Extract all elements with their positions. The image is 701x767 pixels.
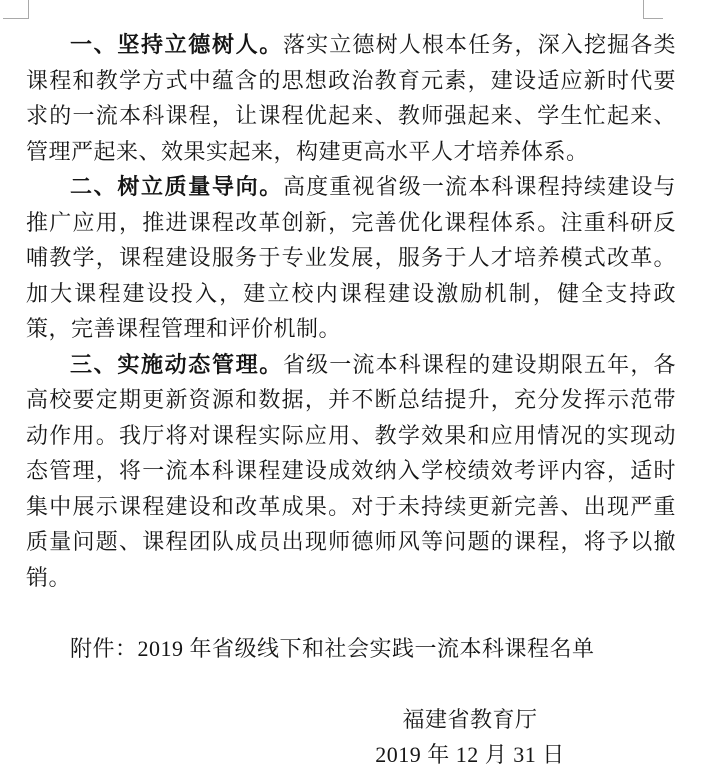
- paragraph-1-body: 落实立德树人根本任务，深入挖掘各类课程和教学方式中蕴含的思想政治教育元素，建设适应新时代要求的一流本科课程，让课程优起来、教师强起来、学生忙起来、管理严起来、效果实起来，构建更高水平人才培养体系。: [26, 32, 676, 164]
- paragraph-2-heading: 二、树立质量导向。: [70, 174, 283, 199]
- attachment-line: 附件：2019 年省级线下和社会实践一流本科课程名单: [70, 635, 595, 661]
- text-boundary-mark-left: [3, 0, 29, 19]
- paragraph-3: [26, 347, 676, 596]
- paragraph-1: [26, 27, 676, 169]
- paragraph-2: [26, 169, 676, 347]
- document-body: [26, 27, 676, 767]
- paragraph-2-body: 高度重视省级一流本科课程持续建设与推广应用，推进课程改革创新，完善优化课程体系。注重科研反哺教学，课程建设服务于专业发展，服务于人才培养模式改革。加大课程建设投入，建立校内课程建设激励机制，健全支持政策，完善课程管理和评价机制。: [26, 174, 676, 341]
- paragraph-3-body: 省级一流本科课程的建设期限五年，各高校要定期更新资源和数据，并不断总结提升，充分发挥示范带动作用。我厅将对课程实际应用、教学效果和应用情况的实现动态管理，将一流本科课程建设成效纳入学校绩效考评内容，适时集中展示课程建设和改革成果。对于未持续更新完善、出现严重质量问题、课程团队成员出现师德师风等问题的课程，将予以撤销。: [26, 351, 676, 590]
- signature-date: 2019 年 12 月 31 日: [375, 742, 565, 767]
- paragraph-1-heading: 一、坚持立德树人。: [70, 32, 283, 57]
- signature-block: [320, 702, 620, 767]
- text-boundary-mark-right: [643, 0, 663, 19]
- paragraph-3-heading: 三、实施动态管理。: [70, 351, 283, 377]
- signature-issuer: 福建省教育厅: [402, 706, 538, 732]
